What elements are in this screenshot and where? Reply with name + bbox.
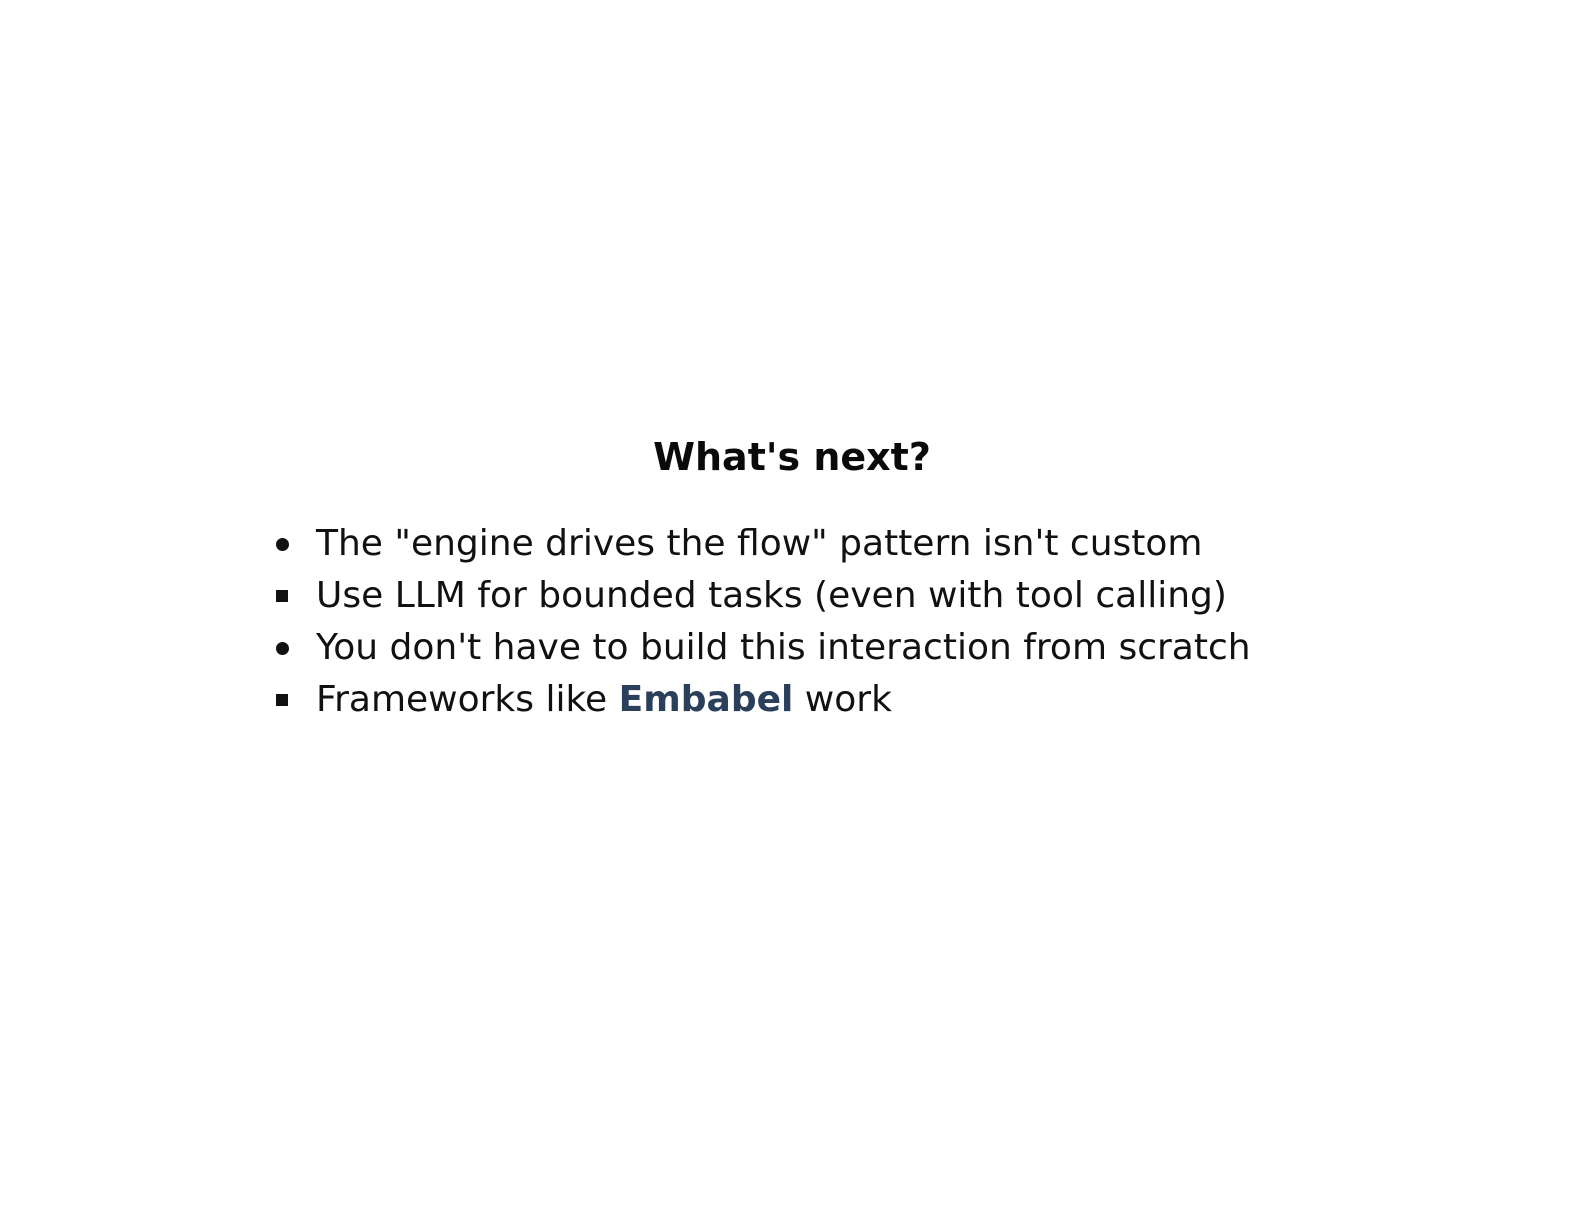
slide-title: What's next? [653, 435, 931, 479]
bullet-disc-icon [276, 642, 289, 655]
list-item [276, 570, 1251, 622]
list-item [276, 674, 1251, 726]
bullet-square-icon [276, 694, 288, 706]
framework-name-highlight: Embabel [618, 679, 794, 720]
bullet-text-after: work [793, 679, 892, 720]
bullet-disc-icon [276, 538, 289, 551]
list-item [276, 622, 1251, 674]
bullet-text: You don't have to build this interaction from scratch [316, 627, 1251, 668]
bullet-list [276, 518, 1251, 726]
list-item [276, 518, 1251, 570]
bullet-text: Use LLM for bounded tasks (even with tool calling) [316, 575, 1227, 616]
bullet-text-before: Frameworks like [316, 679, 619, 720]
bullet-text: The "engine drives the flow" pattern isn't custom [316, 523, 1203, 564]
bullet-square-icon [276, 590, 288, 602]
